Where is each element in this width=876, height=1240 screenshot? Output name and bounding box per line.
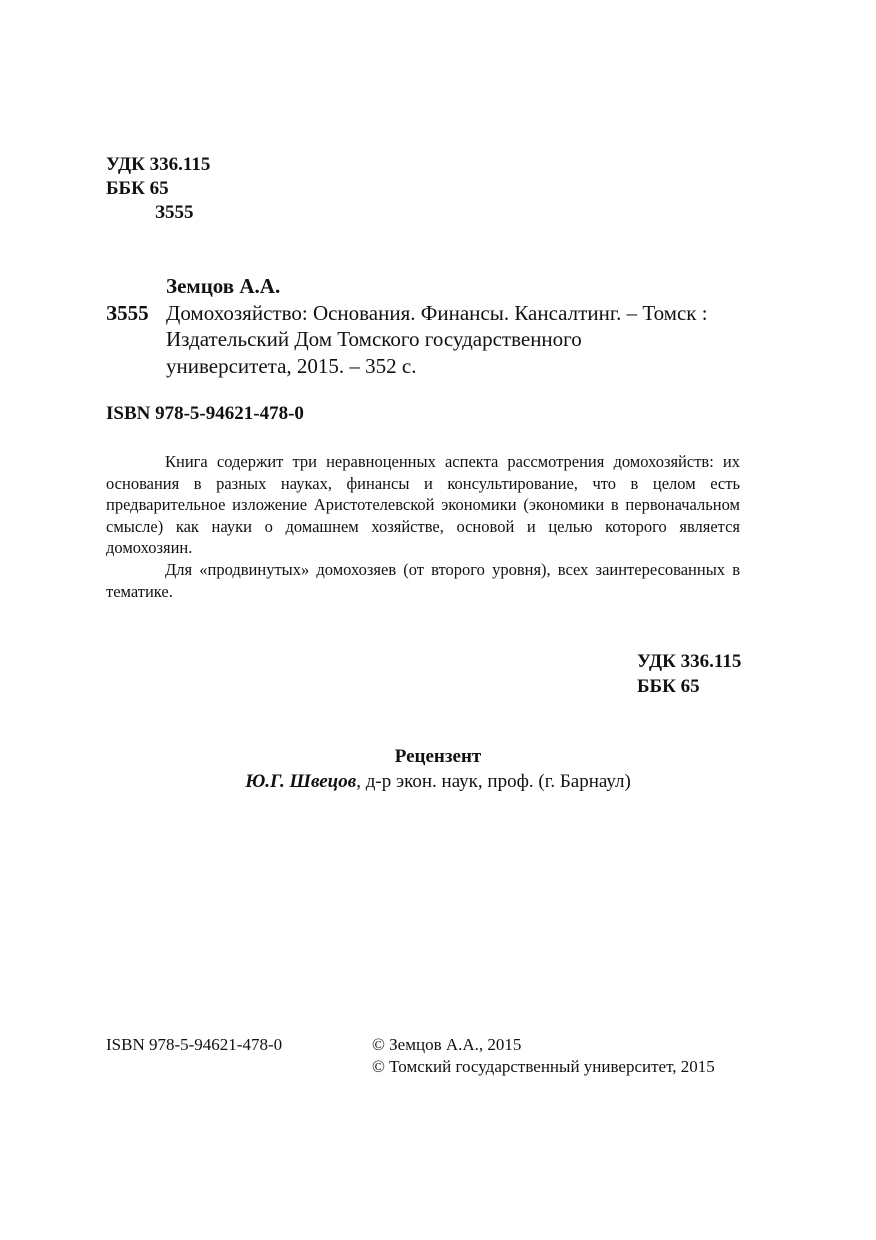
reviewer-name: Ю.Г. Швецов [245, 771, 357, 792]
reviewer-line [0, 770, 876, 794]
bib-line-3: университета, 2015. – 352 с. [166, 354, 417, 378]
bib-line-1: Домохозяйство: Основания. Финансы. Кансалтинг. – Томск : [166, 301, 708, 325]
author-name: Земцов А.А. [166, 274, 281, 298]
copyright-university: © Томский государственный университет, 2015 [372, 1057, 715, 1076]
udk-code-top: УДК 336.115 [106, 154, 211, 175]
copyright-author: © Земцов А.А., 2015 [372, 1035, 522, 1054]
reviewer-details: , д-р экон. наук, проф. (г. Барнаул) [356, 771, 631, 792]
author-mark: З555 [106, 301, 149, 325]
isbn-footer: ISBN 978-5-94621-478-0 [106, 1035, 283, 1054]
annotation-paragraph: Книга содержит три неравноценных аспекта рассмотрения домохозяйств: их основания в разных науках, финансы и консультирование, что в целом есть предварительное изложение Аристотелевской экономики (экономики в первоначальном смысле) как науки о домашнем хозяйстве, основой и целью которого является домохозяин. [106, 452, 740, 558]
annotation-paragraph: Для «продвинутых» домохозяев (от второго уровня), всех заинтересованных в тематике. [106, 559, 740, 601]
isbn-main: ISBN 978-5-94621-478-0 [106, 403, 304, 424]
udk-code-bottom: УДК 336.115 [637, 651, 742, 672]
reviewer-heading: Рецензент [394, 746, 482, 767]
bbk-code-bottom: ББК 65 [637, 676, 700, 697]
bib-line-2: Издательский Дом Томского государственного [166, 327, 582, 351]
bbk-code-top: ББК 65 [106, 178, 169, 199]
author-mark-top: З555 [155, 202, 194, 223]
annotation [106, 451, 740, 602]
